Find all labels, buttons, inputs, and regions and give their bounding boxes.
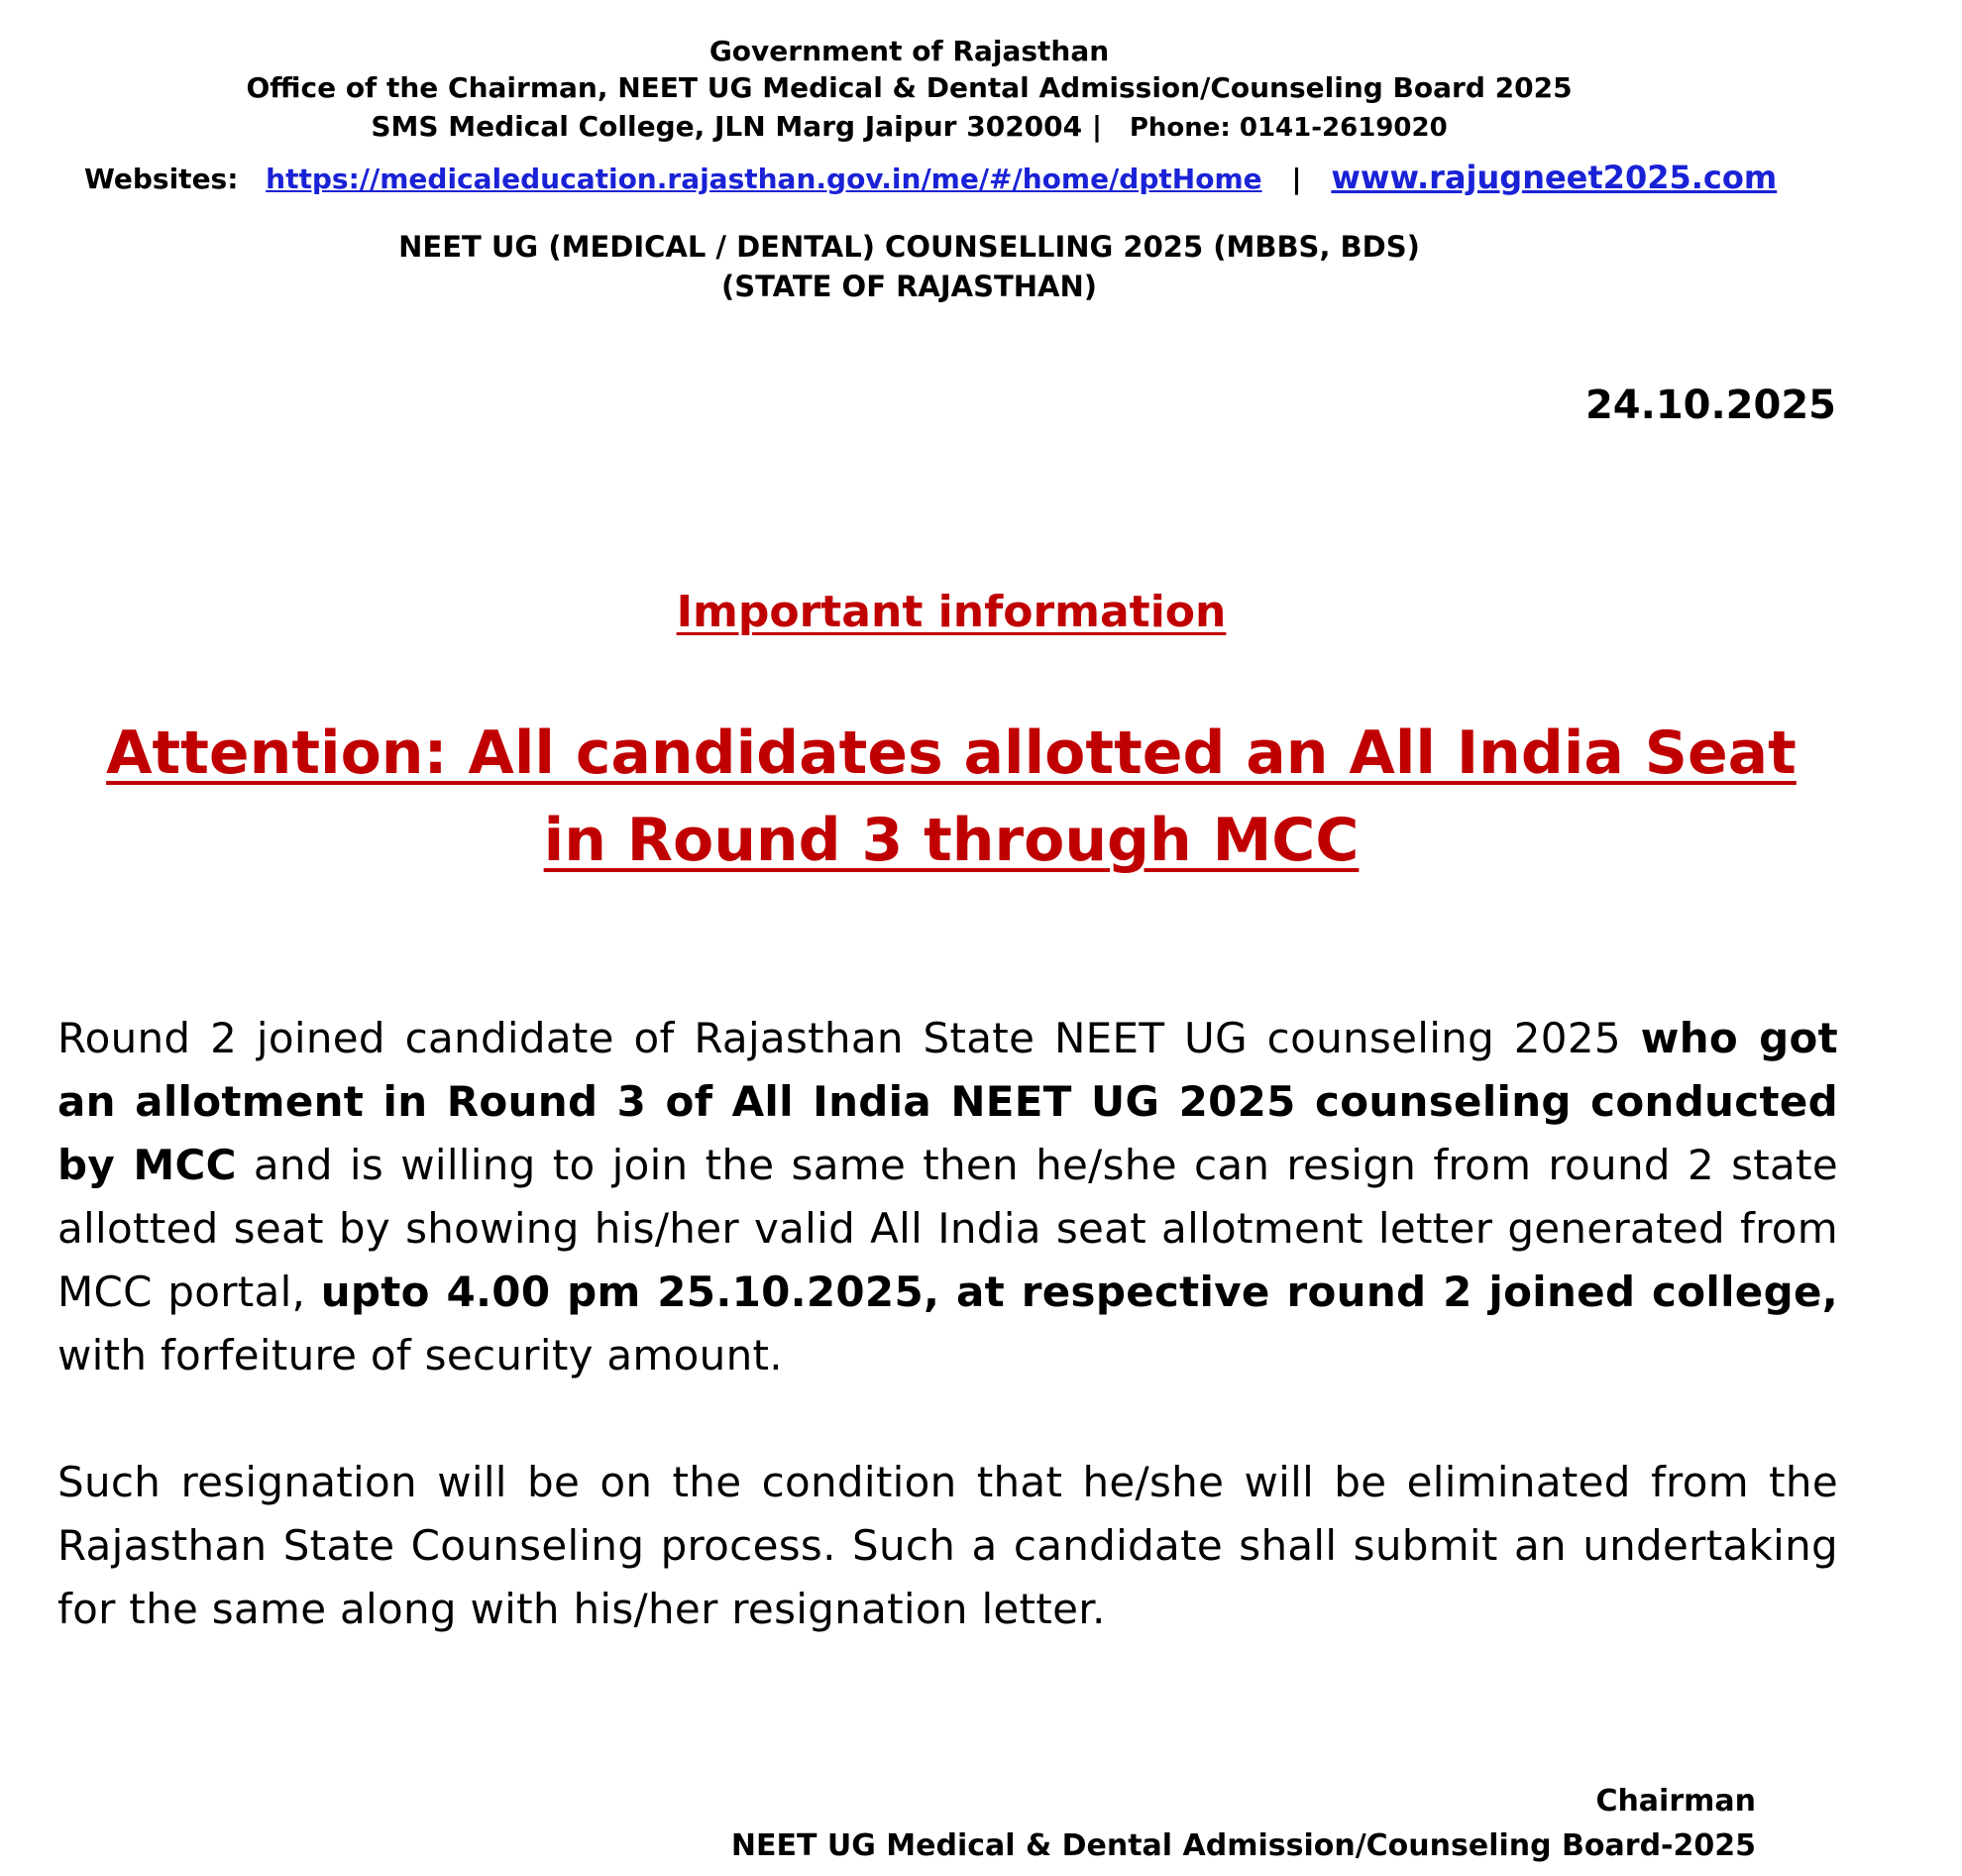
paragraph-text: Round 2 joined candidate of Rajasthan State NEET UG counseling 2025 xyxy=(57,1014,1641,1062)
signature-title: Chairman xyxy=(1595,1784,1756,1819)
websites-label: Websites: xyxy=(84,163,239,195)
websites-separator: | xyxy=(1291,163,1302,195)
signature-organization: NEET UG Medical & Dental Admission/Counseling Board-2025 xyxy=(730,1828,1756,1863)
website-link-rajugneet[interactable]: www.rajugneet2025.com xyxy=(1331,159,1778,196)
attention-line-1: Attention: All candidates allotted an All India Seat xyxy=(106,718,1797,788)
paragraph-bold-deadline: upto 4.00 pm 25.10.2025, at respective round 2 joined college, xyxy=(320,1268,1838,1316)
paragraph-text: with forfeiture of security amount. xyxy=(57,1331,783,1379)
websites-line xyxy=(84,159,1777,196)
website-link-medical-education[interactable]: https://medicaleducation.rajasthan.gov.in/me/#/home/dptHome xyxy=(266,163,1262,195)
counselling-title: NEET UG (MEDICAL / DENTAL) COUNSELLING 2025 (MBBS, BDS) xyxy=(398,230,1420,264)
attention-heading xyxy=(0,710,1903,884)
header-government: Government of Rajasthan xyxy=(708,35,1110,67)
attention-line-2: in Round 3 through MCC xyxy=(543,806,1360,875)
header-address: SMS Medical College, JLN Marg Jaipur 302004 | xyxy=(371,110,1103,143)
paragraph-resignation-info xyxy=(57,1007,1838,1387)
paragraph-text: and is willing to join the same then he/she can resign from round 2 state allotted seat by showing his/her valid All India seat allotment letter generated from MCC portal, xyxy=(57,1141,1838,1316)
paragraph-condition: Such resignation will be on the condition that he/she will be eliminated from the Rajasthan State Counseling process. Such a candidate shall submit an undertaking for the same along with his/her resignation letter. xyxy=(57,1458,1838,1633)
header-phone: Phone: 0141-2619020 xyxy=(1129,113,1448,143)
header-address-line xyxy=(0,109,1818,146)
notice-date: 24.10.2025 xyxy=(1584,383,1836,428)
header-office: Office of the Chairman, NEET UG Medical & Dental Admission/Counseling Board 2025 xyxy=(246,71,1573,104)
paragraph-bold-text: who got an allotment in Round 3 of All India NEET UG 2025 counseling conducted by MCC xyxy=(57,1014,1838,1189)
important-information-heading: Important information xyxy=(676,587,1227,637)
state-title: (STATE OF RAJASTHAN) xyxy=(720,270,1098,303)
